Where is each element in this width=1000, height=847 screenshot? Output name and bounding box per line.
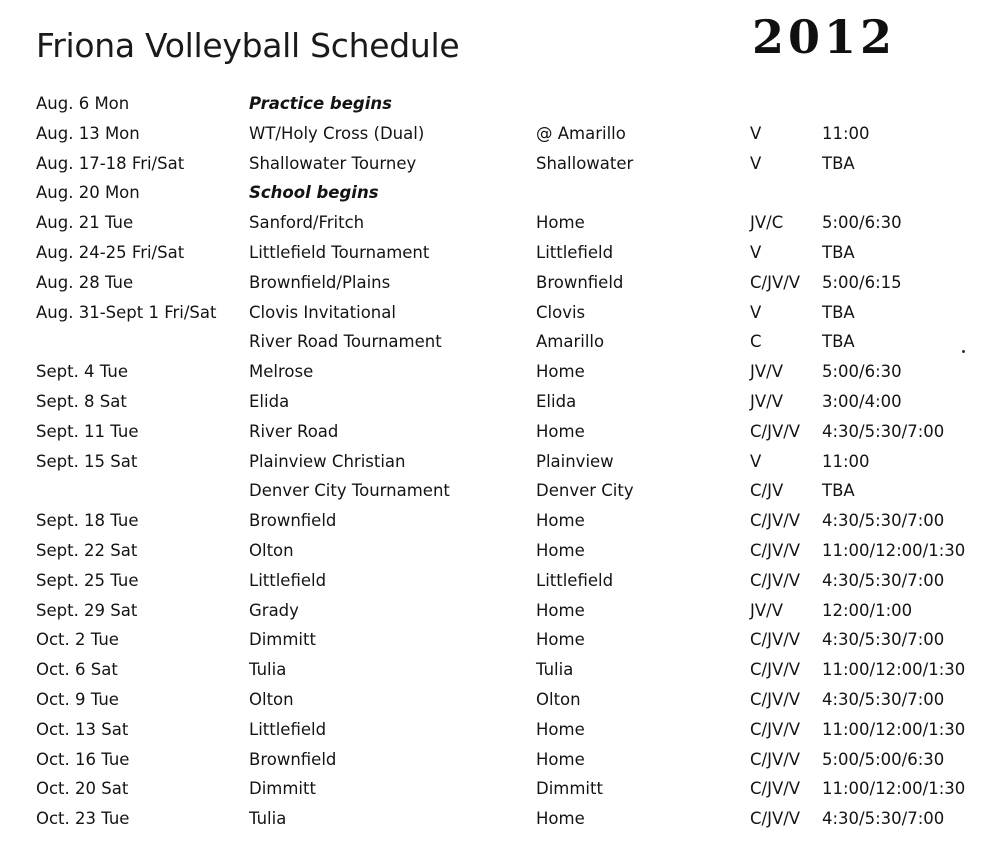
- schedule-event: Grady: [249, 600, 299, 620]
- schedule-row: [0, 271, 1000, 301]
- schedule-time: 11:00/12:00/1:30: [822, 540, 966, 560]
- schedule-time: 5:00/5:00/6:30: [822, 749, 945, 769]
- schedule-event: Littlefield: [249, 570, 327, 590]
- schedule-date: Aug. 28 Tue: [36, 272, 134, 292]
- schedule-time: 11:00/12:00/1:30: [822, 660, 966, 680]
- schedule-date: Sept. 22 Sat: [36, 540, 138, 560]
- schedule-date: Sept. 15 Sat: [36, 451, 138, 471]
- schedule-time: TBA: [822, 153, 855, 173]
- schedule-event: Tulia: [249, 660, 287, 680]
- schedule-level: C: [750, 332, 762, 352]
- schedule-event: River Road Tournament: [249, 332, 442, 352]
- schedule-time: 4:30/5:30/7:00: [822, 570, 945, 590]
- schedule-event: Olton: [249, 540, 294, 560]
- schedule-location: Denver City: [536, 481, 634, 501]
- schedule-date: Oct. 23 Tue: [36, 809, 130, 829]
- schedule-event: WT/Holy Cross (Dual): [249, 123, 425, 143]
- schedule-level: V: [750, 302, 762, 322]
- schedule-row: [0, 330, 1000, 360]
- schedule-list: [0, 92, 1000, 837]
- schedule-location: Home: [536, 540, 585, 560]
- schedule-row: [0, 301, 1000, 331]
- schedule-row: [0, 241, 1000, 271]
- schedule-level: V: [750, 123, 762, 143]
- schedule-level: C/JV/V: [750, 540, 801, 560]
- schedule-event: Practice begins: [249, 94, 392, 113]
- schedule-event: Sanford/Fritch: [249, 213, 365, 233]
- schedule-event: Dimmitt: [249, 779, 316, 799]
- schedule-row: [0, 658, 1000, 688]
- schedule-location: Shallowater: [536, 153, 634, 173]
- schedule-level: C/JV/V: [750, 779, 801, 799]
- schedule-time: TBA: [822, 242, 855, 262]
- schedule-event: Tulia: [249, 809, 287, 829]
- schedule-event: Plainview Christian: [249, 451, 406, 471]
- schedule-date: Oct. 13 Sat: [36, 719, 129, 739]
- schedule-time: TBA: [822, 481, 855, 501]
- schedule-row: [0, 360, 1000, 390]
- schedule-row: [0, 718, 1000, 748]
- schedule-location: Plainview: [536, 451, 614, 471]
- schedule-level: JV/C: [750, 213, 784, 233]
- schedule-location: Home: [536, 749, 585, 769]
- schedule-date: Aug. 17-18 Fri/Sat: [36, 153, 185, 173]
- schedule-location: Home: [536, 511, 585, 531]
- schedule-level: JV/V: [750, 600, 783, 620]
- schedule-row: [0, 420, 1000, 450]
- schedule-level: V: [750, 451, 762, 471]
- schedule-location: Tulia: [536, 660, 574, 680]
- schedule-level: C/JV/V: [750, 570, 801, 590]
- schedule-date: Aug. 13 Mon: [36, 123, 140, 143]
- schedule-event: Dimmitt: [249, 630, 316, 650]
- schedule-event: Littlefield: [249, 719, 327, 739]
- schedule-time: 5:00/6:15: [822, 272, 902, 292]
- schedule-date: Sept. 8 Sat: [36, 391, 127, 411]
- schedule-date: Sept. 4 Tue: [36, 362, 128, 382]
- schedule-level: JV/V: [750, 362, 783, 382]
- schedule-level: JV/V: [750, 391, 783, 411]
- schedule-date: Oct. 2 Tue: [36, 630, 119, 650]
- schedule-time: 4:30/5:30/7:00: [822, 630, 945, 650]
- schedule-event: Melrose: [249, 362, 314, 382]
- schedule-date: Sept. 25 Tue: [36, 570, 139, 590]
- schedule-location: Olton: [536, 689, 581, 709]
- schedule-row: [0, 181, 1000, 211]
- schedule-row: [0, 748, 1000, 778]
- schedule-event: Olton: [249, 689, 294, 709]
- schedule-location: Home: [536, 421, 585, 441]
- schedule-level: C/JV/V: [750, 660, 801, 680]
- schedule-date: Aug. 20 Mon: [36, 183, 140, 203]
- schedule-row: [0, 122, 1000, 152]
- schedule-row: [0, 599, 1000, 629]
- schedule-date: Oct. 16 Tue: [36, 749, 130, 769]
- schedule-date: Aug. 6 Mon: [36, 94, 130, 113]
- schedule-row: [0, 777, 1000, 807]
- schedule-row: [0, 211, 1000, 241]
- schedule-row: [0, 390, 1000, 420]
- schedule-event: School begins: [249, 183, 379, 203]
- schedule-location: Elida: [536, 391, 577, 411]
- schedule-row: [0, 152, 1000, 182]
- schedule-location: Home: [536, 809, 585, 829]
- schedule-time: 5:00/6:30: [822, 362, 902, 382]
- schedule-location: Dimmitt: [536, 779, 603, 799]
- schedule-event: River Road: [249, 421, 339, 441]
- schedule-location: Clovis: [536, 302, 586, 322]
- schedule-time: TBA: [822, 332, 855, 352]
- schedule-row: [0, 539, 1000, 569]
- schedule-level: C/JV/V: [750, 272, 801, 292]
- schedule-location: @ Amarillo: [536, 123, 626, 143]
- schedule-location: Amarillo: [536, 332, 605, 352]
- page-title: Friona Volleyball Schedule: [36, 26, 460, 65]
- schedule-row: [0, 807, 1000, 837]
- schedule-event: Elida: [249, 391, 290, 411]
- schedule-row: [0, 450, 1000, 480]
- schedule-row: [0, 628, 1000, 658]
- schedule-time: 11:00: [822, 123, 870, 143]
- schedule-level: C/JV: [750, 481, 784, 501]
- schedule-location: Littlefield: [536, 570, 614, 590]
- schedule-location: Brownfield: [536, 272, 624, 292]
- schedule-date: Oct. 20 Sat: [36, 779, 129, 799]
- schedule-date: Aug. 31-Sept 1 Fri/Sat: [36, 302, 217, 322]
- schedule-time: TBA: [822, 302, 855, 322]
- schedule-time: 4:30/5:30/7:00: [822, 421, 945, 441]
- schedule-level: C/JV/V: [750, 749, 801, 769]
- schedule-date: Sept. 11 Tue: [36, 421, 139, 441]
- schedule-date: Aug. 21 Tue: [36, 213, 134, 233]
- schedule-event: Brownfield: [249, 511, 337, 531]
- schedule-date: Sept. 18 Tue: [36, 511, 139, 531]
- schedule-time: 4:30/5:30/7:00: [822, 809, 945, 829]
- schedule-time: 3:00/4:00: [822, 391, 902, 411]
- schedule-time: 5:00/6:30: [822, 213, 902, 233]
- schedule-row: [0, 569, 1000, 599]
- scan-speck: [962, 350, 965, 353]
- schedule-event: Clovis Invitational: [249, 302, 396, 322]
- year-heading: 2012: [752, 10, 897, 64]
- schedule-level: C/JV/V: [750, 630, 801, 650]
- schedule-level: C/JV/V: [750, 689, 801, 709]
- schedule-level: V: [750, 153, 762, 173]
- schedule-location: Home: [536, 719, 585, 739]
- schedule-event: Denver City Tournament: [249, 481, 450, 501]
- schedule-date: Sept. 29 Sat: [36, 600, 138, 620]
- schedule-time: 11:00/12:00/1:30: [822, 719, 966, 739]
- schedule-level: C/JV/V: [750, 809, 801, 829]
- schedule-location: Littlefield: [536, 242, 614, 262]
- schedule-time: 11:00/12:00/1:30: [822, 779, 966, 799]
- schedule-time: 11:00: [822, 451, 870, 471]
- schedule-row: [0, 509, 1000, 539]
- schedule-event: Shallowater Tourney: [249, 153, 417, 173]
- schedule-date: Oct. 9 Tue: [36, 689, 119, 709]
- schedule-level: V: [750, 242, 762, 262]
- schedule-time: 4:30/5:30/7:00: [822, 689, 945, 709]
- schedule-level: C/JV/V: [750, 511, 801, 531]
- schedule-time: 4:30/5:30/7:00: [822, 511, 945, 531]
- schedule-date: Oct. 6 Sat: [36, 660, 118, 680]
- schedule-location: Home: [536, 362, 585, 382]
- schedule-location: Home: [536, 600, 585, 620]
- schedule-date: Aug. 24-25 Fri/Sat: [36, 242, 185, 262]
- schedule-event: Brownfield/Plains: [249, 272, 391, 292]
- schedule-time: 12:00/1:00: [822, 600, 913, 620]
- schedule-row: [0, 688, 1000, 718]
- schedule-level: C/JV/V: [750, 421, 801, 441]
- schedule-row: [0, 92, 1000, 122]
- schedule-location: Home: [536, 213, 585, 233]
- schedule-location: Home: [536, 630, 585, 650]
- schedule-row: [0, 479, 1000, 509]
- schedule-event: Brownfield: [249, 749, 337, 769]
- schedule-event: Littlefield Tournament: [249, 242, 430, 262]
- schedule-level: C/JV/V: [750, 719, 801, 739]
